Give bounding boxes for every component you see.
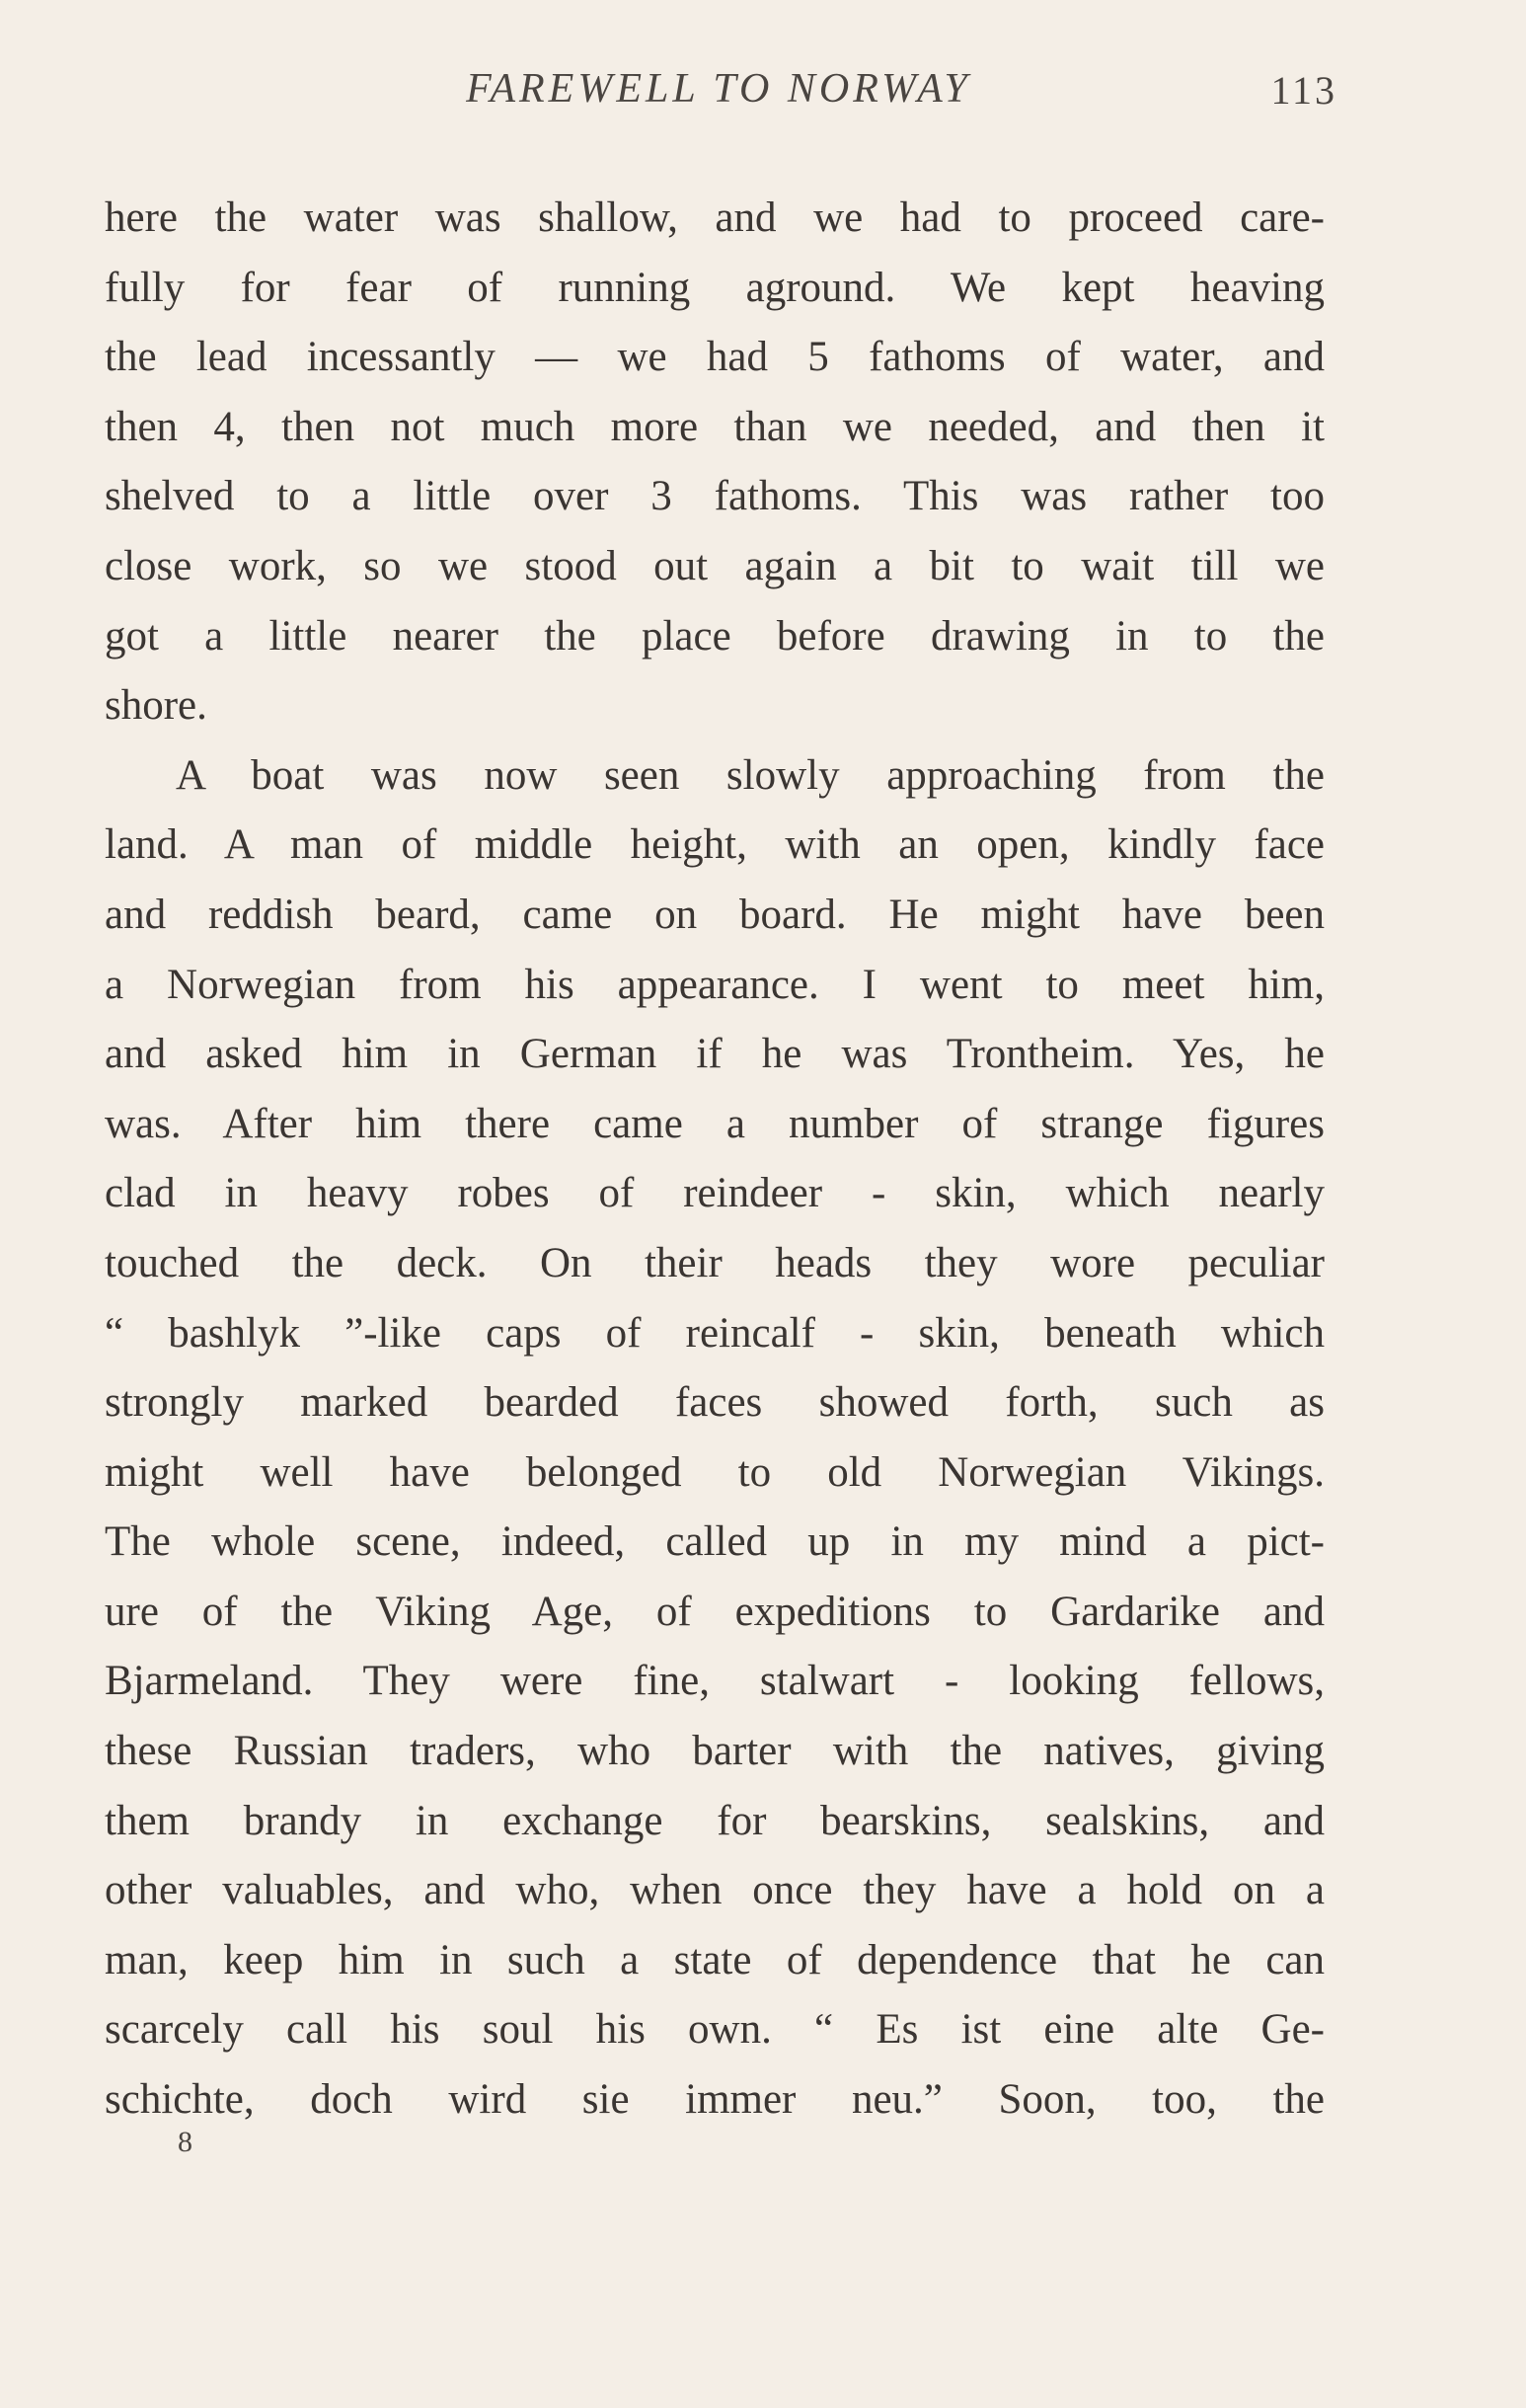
text-line: “ bashlyk ”-like caps of reincalf - skin, beneath which <box>105 1309 1325 1357</box>
text-line: these Russian traders, who barter with the natives, giving <box>105 1728 1325 1775</box>
running-title: FAREWELL TO NORWAY <box>466 66 971 112</box>
body-text <box>105 184 1325 2136</box>
text-line: land. A man of middle height, with an open, kindly face <box>105 821 1325 869</box>
text-line: and asked him in German if he was Trontheim. Yes, he <box>105 1031 1325 1078</box>
text-line: them brandy in exchange for bearskins, sealskins, and <box>105 1797 1325 1844</box>
text-line: shore. <box>105 682 207 730</box>
text-line: close work, so we stood out again a bit to wait till we <box>105 542 1325 589</box>
text-line: shelved to a little over 3 fathoms. This was rather too <box>105 473 1325 520</box>
text-line: man, keep him in such a state of dependence that he can <box>105 1936 1325 1983</box>
text-line: Bjarmeland. They were fine, stalwart - looking fellows, <box>105 1658 1325 1705</box>
signature-mark: 8 <box>178 2126 192 2158</box>
text-line: then 4, then not much more than we needed, and then it <box>105 403 1325 450</box>
text-line: got a little nearer the place before drawing in to the <box>105 612 1325 660</box>
text-line: clad in heavy robes of reindeer - skin, which nearly <box>105 1170 1325 1217</box>
text-line: strongly marked bearded faces showed forth, such as <box>105 1379 1325 1427</box>
text-line: and reddish beard, came on board. He might have been <box>105 891 1325 938</box>
text-line: the lead incessantly — we had 5 fathoms of water, and <box>105 334 1325 381</box>
text-line: touched the deck. On their heads they wore peculiar <box>105 1239 1325 1286</box>
text-line: ure of the Viking Age, of expeditions to Gardarike and <box>105 1588 1325 1635</box>
text-line: A boat was now seen slowly approaching from the <box>176 751 1325 799</box>
text-line: fully for fear of running aground. We kept heaving <box>105 264 1325 311</box>
text-line: a Norwegian from his appearance. I went to meet him, <box>105 961 1325 1008</box>
text-line: scarcely call his soul his own. “ Es ist eine alte Ge- <box>105 2006 1325 2054</box>
text-line: other valuables, and who, when once they have a hold on a <box>105 1867 1325 1914</box>
text-line: might well have belonged to old Norwegian Vikings. <box>105 1448 1325 1496</box>
text-line: was. After him there came a number of strange figures <box>105 1100 1325 1147</box>
page-number: 113 <box>1270 68 1337 113</box>
text-line: The whole scene, indeed, called up in my mind a pict- <box>105 1518 1325 1566</box>
page-header <box>0 65 1526 124</box>
text-line: schichte, doch wird sie immer neu.” Soon, too, the <box>105 2076 1325 2124</box>
text-line: here the water was shallow, and we had to proceed care- <box>105 194 1325 241</box>
